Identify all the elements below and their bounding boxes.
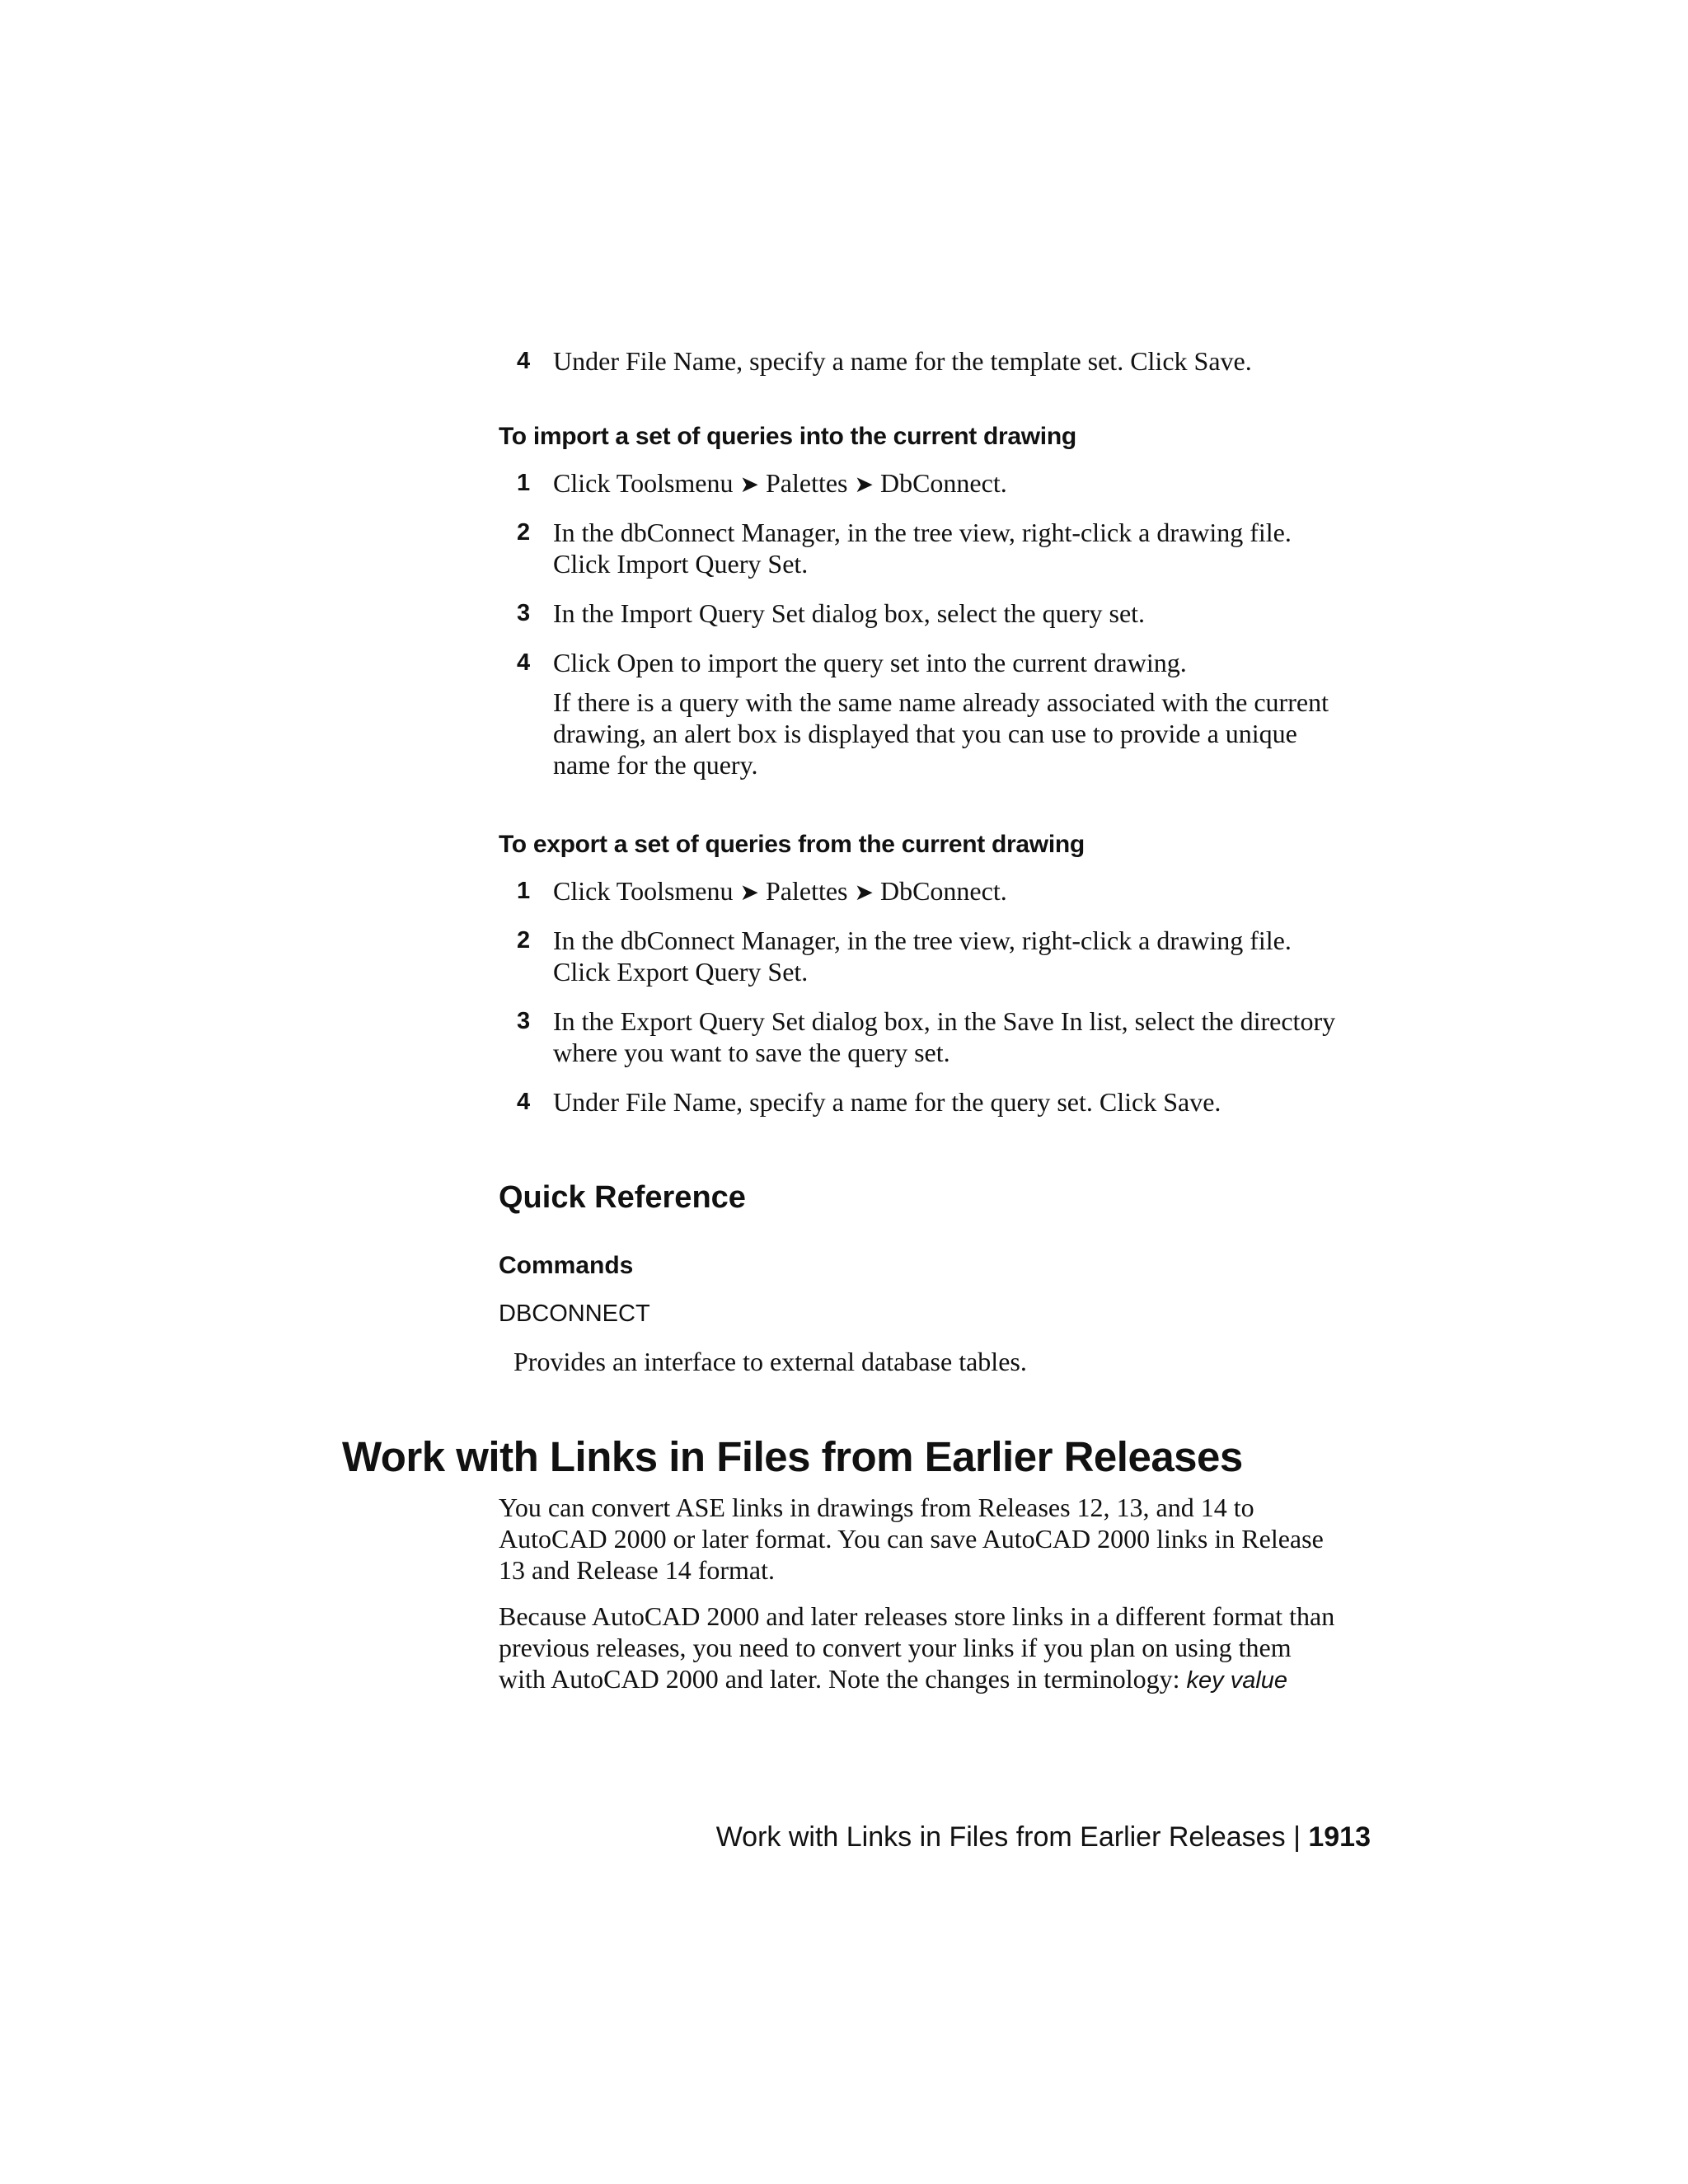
paragraph: Because AutoCAD 2000 and later releases store links in a different format than previous releases, you need to convert your links if you plan on using them with AutoCAD 2000 and later. Note the changes in terminology: key value xyxy=(499,1601,1335,1694)
section-title: Work with Links in Files from Earlier Releases xyxy=(342,1433,1243,1480)
commands-heading: Commands xyxy=(499,1252,634,1279)
step-text: Click Toolsmenu ➤ Palettes ➤ DbConnect. xyxy=(553,468,1007,498)
step-text: In the dbConnect Manager, in the tree view, right-click a drawing file. Click Import Query Set. xyxy=(553,518,1292,579)
export-procedure-heading: To export a set of queries from the current drawing xyxy=(499,831,1085,858)
quick-reference-heading: Quick Reference xyxy=(499,1180,746,1215)
running-title: Work with Links in Files from Earlier Releases xyxy=(715,1821,1286,1853)
step-text: Under File Name, specify a name for the query set. Click Save. xyxy=(553,1087,1221,1117)
paragraph: You can convert ASE links in drawings from Releases 12, 13, and 14 to AutoCAD 2000 or later format. You can save AutoCAD 2000 links in Release 13 and Release 14 format. xyxy=(499,1493,1324,1585)
step-text: In the Export Query Set dialog box, in the Save In list, select the directory where you want to save the query set. xyxy=(553,1006,1336,1067)
step-note: If there is a query with the same name already associated with the current drawing, an alert box is displayed that you can use to provide a unique name for the query. xyxy=(553,687,1329,780)
step-number: 3 xyxy=(517,1008,531,1034)
menu-arrow-icon: ➤ xyxy=(854,471,874,498)
step-number: 2 xyxy=(517,519,531,546)
step-number: 4 xyxy=(517,348,531,374)
command-name: DBCONNECT xyxy=(499,1301,650,1327)
step-text: In the dbConnect Manager, in the tree view, right-click a drawing file. Click Export Query Set. xyxy=(553,926,1292,987)
page-number: 1913 xyxy=(1308,1821,1371,1853)
step-text: Click Toolsmenu ➤ Palettes ➤ DbConnect. xyxy=(553,876,1007,906)
step-text: Click Open to import the query set into the current drawing. xyxy=(553,648,1187,677)
menu-arrow-icon: ➤ xyxy=(739,879,759,906)
step-text: In the Import Query Set dialog box, select the query set. xyxy=(553,598,1146,628)
step-number: 4 xyxy=(517,1089,531,1115)
import-procedure-heading: To import a set of queries into the current drawing xyxy=(499,423,1076,450)
footer-separator: | xyxy=(1293,1821,1301,1853)
step-number: 2 xyxy=(517,927,531,954)
menu-arrow-icon: ➤ xyxy=(854,879,874,906)
page-footer xyxy=(716,1820,1371,1854)
step-number: 1 xyxy=(517,878,531,904)
command-description: Provides an interface to external database tables. xyxy=(513,1347,1027,1376)
step-number: 3 xyxy=(517,600,531,626)
step-number: 1 xyxy=(517,470,531,496)
menu-arrow-icon: ➤ xyxy=(739,471,759,498)
step-number: 4 xyxy=(517,649,531,676)
step-text: Under File Name, specify a name for the template set. Click Save. xyxy=(553,346,1252,376)
term-italic: key value xyxy=(1186,1667,1288,1694)
